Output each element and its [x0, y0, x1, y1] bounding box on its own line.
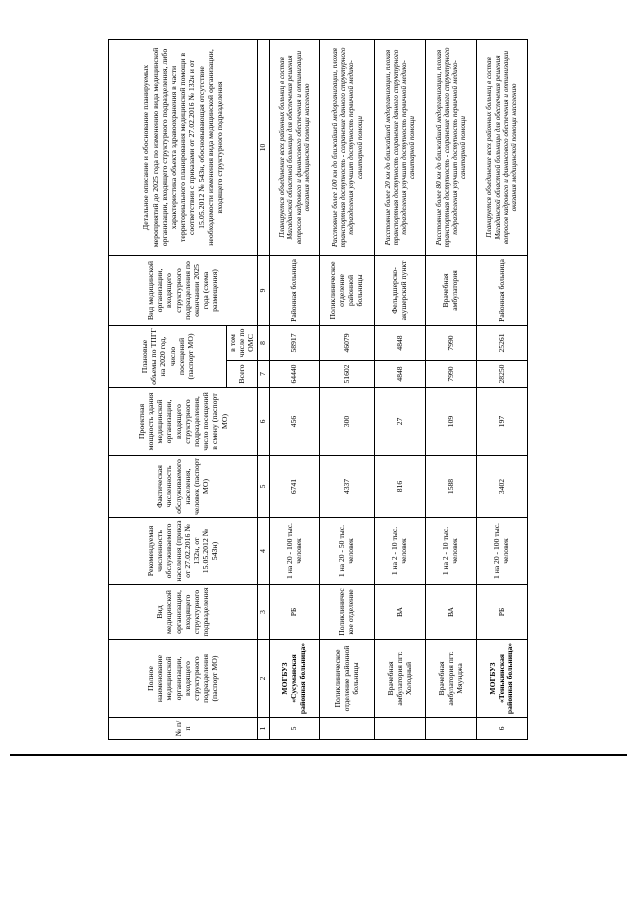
header-actual: Фактическая численность обслуживаемого населения, человек (паспорт МО) — [109, 456, 258, 518]
column-number-row — [257, 39, 269, 739]
header-recommended: Рекомендуемая численность обслуживаемого населения (приказ от 27.02.2016 № 132н, от 15.05.2012 № 543н) — [109, 518, 258, 585]
measure-description: Расстояние более 20 км до ближайшей медорганизации, плохая транспортная доступность сохранение данного структурного подразделения улучшит доступность первичной медико-санитарной помощи — [375, 39, 426, 255]
row-number — [375, 718, 426, 740]
type-2025: Районная больница — [269, 255, 320, 325]
page-bottom-rule — [10, 754, 627, 756]
header-type-2025: Вид медицинской организации, входящего структурного подразделения по окончании 2025 года (схема размещения) — [109, 255, 258, 325]
recommended-population: 1 на 20 - 50 тыс. человек — [320, 518, 375, 585]
org-name: МОГБУЗ «Тенькинская районная больница» — [477, 640, 528, 718]
column-number: 6 — [257, 388, 269, 456]
org-type: РБ — [477, 585, 528, 640]
org-name: Поликлиническое отделение районной больницы — [320, 640, 375, 718]
type-2025: Районная больница — [477, 255, 528, 325]
org-type: Поликлиническое отделение — [320, 585, 375, 640]
header-name: Полное наименование медицинской организации, входящего структурного подразделения (паспорт МО) — [109, 640, 258, 718]
header-oms: в том числе по ОМС — [227, 325, 258, 360]
header-planned-volumes: Плановые объемы по ТПГГ на 2020 год, число посещений (паспорт МО) — [109, 325, 227, 387]
actual-population: 4337 — [320, 456, 375, 518]
planned-total: 7990 — [426, 361, 477, 388]
actual-population: 3402 — [477, 456, 528, 518]
planned-total: 28250 — [477, 361, 528, 388]
planned-oms: 46079 — [320, 325, 375, 360]
measure-description: Расстояние более 80 км до ближайшей медорганизации, плохая транспортная доступность - сохранение данного структурного подразделения улучшит доступность первичной медико-санитарной помощи — [426, 39, 477, 255]
org-name: Врачебная амбулатория пгт. Холодный — [375, 640, 426, 718]
column-number: 7 — [257, 361, 269, 388]
column-number: 1 — [257, 718, 269, 740]
table-row — [269, 39, 320, 739]
measure-description: Планируется объединение всех районных больниц в состав Магаданской областной больницы для обеспечения решения вопросов кадрового и финансового обеспечения и оптимизации оказания медицинской помощи населению — [477, 39, 528, 255]
planned-oms: 58917 — [269, 325, 320, 360]
medical-organizations-table — [108, 39, 528, 740]
table-body — [269, 39, 527, 739]
table-row — [375, 39, 426, 739]
measure-description: Расстояние более 100 км до ближайшей медорганизации, плохая транспортная доступность - сохранение данного структурного подразделения улучшит доступность первичной медико-санитарной помощи — [320, 39, 375, 255]
recommended-population: 1 на 2 - 10 тыс. человек — [426, 518, 477, 585]
row-number — [426, 718, 477, 740]
header-type: Вид медицинской организации, входящего структурного подразделения — [109, 585, 258, 640]
column-number: 9 — [257, 255, 269, 325]
header-total: Всего — [227, 361, 258, 388]
planned-oms: 7990 — [426, 325, 477, 360]
type-2025: Врачебная амбулатория — [426, 255, 477, 325]
measure-description: Планируется объединение всех районных больниц в состав Магаданской областной больницы для обеспечения решения вопросов кадрового и финансового обеспечения и оптимизации оказания медицинской помощи населению — [269, 39, 320, 255]
planned-total: 4848 — [375, 361, 426, 388]
planned-total: 51602 — [320, 361, 375, 388]
header-num: № п/п — [109, 718, 258, 740]
org-name: Врачебная амбулатория пгт. Мяунджа — [426, 640, 477, 718]
planned-oms: 25261 — [477, 325, 528, 360]
design-capacity: 456 — [269, 388, 320, 456]
table-row — [426, 39, 477, 739]
rotated-page — [108, 40, 528, 740]
recommended-population: 1 на 20 - 100 тыс. человек — [269, 518, 320, 585]
column-number: 2 — [257, 640, 269, 718]
header-row — [109, 39, 227, 739]
column-number: 10 — [257, 39, 269, 255]
type-2025: Фельдшерско-акушерский пункт — [375, 255, 426, 325]
org-type: ВА — [375, 585, 426, 640]
design-capacity: 197 — [477, 388, 528, 456]
column-number: 5 — [257, 456, 269, 518]
table-row — [477, 39, 528, 739]
column-number: 3 — [257, 585, 269, 640]
row-number: 5 — [269, 718, 320, 740]
recommended-population: 1 на 20 - 100 тыс. человек — [477, 518, 528, 585]
actual-population: 6741 — [269, 456, 320, 518]
planned-total: 64440 — [269, 361, 320, 388]
column-number: 8 — [257, 325, 269, 360]
table-row — [320, 39, 375, 739]
column-number: 4 — [257, 518, 269, 585]
header-description: Детальное описание и обоснование планируемых мероприятий до 2025 года по изменению вида медицинской организации, входящего структурного подразделения, либо характеристика объекта здравоохранения в части территориального планирования медицинской помощи в соответствии с приказами от 27.02.2016 № 132н и от 15.05.2012 № 543н, обосновывающая отсутствие необходимости изменения вида медицинской организации, входящего структурного подразделения — [109, 39, 258, 255]
design-capacity: 27 — [375, 388, 426, 456]
design-capacity: 300 — [320, 388, 375, 456]
recommended-population: 1 на 2 - 10 тыс. человек — [375, 518, 426, 585]
design-capacity: 109 — [426, 388, 477, 456]
org-type: РБ — [269, 585, 320, 640]
header-capacity: Проектная мощность здания медицинской организации, входящего структурного подразделения, число посещений в смену (паспорт МО) — [109, 388, 258, 456]
row-number: 6 — [477, 718, 528, 740]
org-type: ВА — [426, 585, 477, 640]
actual-population: 1588 — [426, 456, 477, 518]
org-name: МОГБУЗ «Сусуманская районная больница» — [269, 640, 320, 718]
row-number — [320, 718, 375, 740]
type-2025: Поликлиническое отделение районной больницы — [320, 255, 375, 325]
actual-population: 816 — [375, 456, 426, 518]
planned-oms: 4848 — [375, 325, 426, 360]
